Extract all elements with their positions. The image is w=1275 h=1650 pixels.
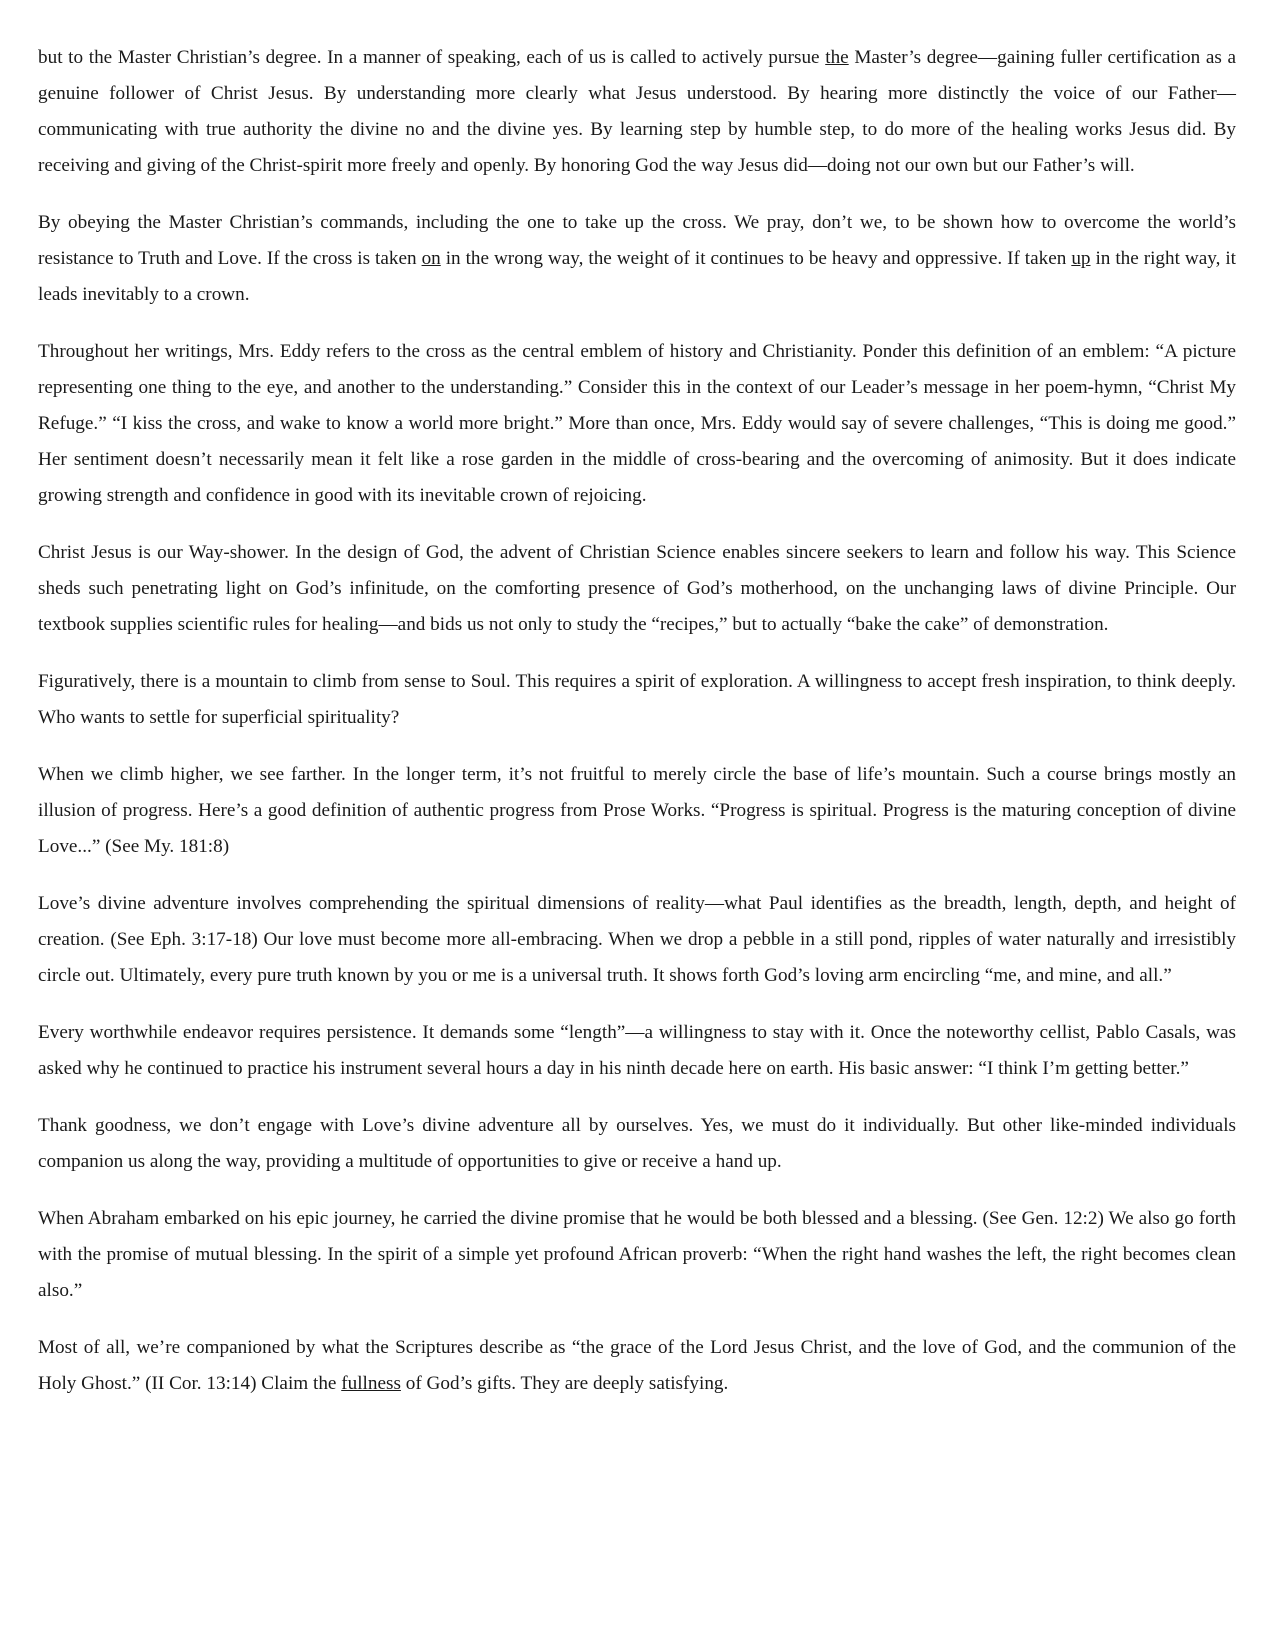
paragraph-text: Christ Jesus is our Way-shower. In the design of God, the advent of Christian Science enables sincere seekers to learn and follow his way. This Science sheds such penetrating light on God’s infinitude, on the comforting presence of God’s motherhood, on the unchanging laws of divine Principle. Our textbook supplies scientific rules for healing—and bids us not only to study the “recipes,” but to actually “bake the cake” of demonstration. (38, 542, 1236, 635)
paragraph-3 (38, 334, 1236, 514)
paragraph-text: When Abraham embarked on his epic journey, he carried the divine promise that he would be both blessed and a blessing. (See Gen. 12:2) We also go forth with the promise of mutual blessing. In the spirit of a simple yet profound African proverb: “When the right hand washes the left, the right becomes clean also.” (38, 1208, 1236, 1301)
paragraph-6 (38, 757, 1236, 865)
paragraph-5 (38, 664, 1236, 736)
paragraph-7 (38, 886, 1236, 994)
paragraph-text: Most of all, we’re companioned by what the Scriptures describe as “the grace of the Lord Jesus Christ, and the love of God, and the communion of the Holy Ghost.” (II Cor. 13:14) Claim the (38, 1337, 1236, 1394)
paragraph-text: By obeying the Master Christian’s commands, including the one to take up the cross. We pray, don’t we, to be shown how to overcome the world’s resistance to Truth and Love. If the cross is taken (38, 212, 1236, 269)
underlined-word: up (1071, 248, 1091, 269)
underlined-word: the (825, 47, 849, 68)
paragraph-text: in the wrong way, the weight of it continues to be heavy and oppressive. If taken (440, 248, 1072, 269)
paragraph-text: Thank goodness, we don’t engage with Love’s divine adventure all by ourselves. Yes, we must do it individually. But other like-minded individuals companion us along the way, providing a multitude of opportunities to give or receive a hand up. (38, 1115, 1236, 1172)
paragraph-text: in the right way, it leads inevitably to a crown. (38, 248, 1237, 305)
paragraph-11 (38, 1330, 1236, 1402)
paragraph-text: Love’s divine adventure involves comprehending the spiritual dimensions of reality—what Paul identifies as the breadth, length, depth, and height of creation. (See Eph. 3:17-18) Our love must become more all-embracing. When we drop a pebble in a still pond, ripples of water naturally and irresistibly circle out. Ultimately, every pure truth known by you or me is a universal truth. It shows forth God’s loving arm encircling “me, and mine, and all.” (38, 893, 1236, 986)
paragraph-text: Every worthwhile endeavor requires persistence. It demands some “length”—a willingness to stay with it. Once the noteworthy cellist, Pablo Casals, was asked why he continued to practice his instrument several hours a day in his ninth decade here on earth. His basic answer: “I think I’m getting better.” (38, 1022, 1236, 1079)
paragraph-text: When we climb higher, we see farther. In the longer term, it’s not fruitful to merely circle the base of life’s mountain. Such a course brings mostly an illusion of progress. Here’s a good definition of authentic progress from Prose Works. “Progress is spiritual. Progress is the maturing conception of divine Love...” (See My. 181:8) (38, 764, 1236, 857)
paragraph-text: Master’s degree—gaining fuller certification as a genuine follower of Christ Jesus. By understanding more clearly what Jesus understood. By hearing more distinctly the voice of our Father—communicating with true authority the divine no and the divine yes. By learning step by humble step, to do more of the healing works Jesus did. By receiving and giving of the Christ-spirit more freely and openly. By honoring God the way Jesus did—doing not our own but our Father’s will. (38, 47, 1236, 176)
paragraph-text: but to the Master Christian’s degree. In a manner of speaking, each of us is called to actively pursue (38, 47, 826, 68)
underlined-word: fullness (341, 1373, 401, 1394)
paragraph-text: of God’s gifts. They are deeply satisfying. (400, 1373, 729, 1394)
paragraph-10 (38, 1201, 1236, 1309)
paragraph-4 (38, 535, 1236, 643)
paragraph-text: Throughout her writings, Mrs. Eddy refers to the cross as the central emblem of history and Christianity. Ponder this definition of an emblem: “A picture representing one thing to the eye, and another to the understanding.” Consider this in the context of our Leader’s message in her poem-hymn, “Christ My Refuge.” “I kiss the cross, and wake to know a world more bright.” More than once, Mrs. Eddy would say of severe challenges, “This is doing me good.” Her sentiment doesn’t necessarily mean it felt like a rose garden in the middle of cross-bearing and the overcoming of animosity. But it does indicate growing strength and confidence in good with its inevitable crown of rejoicing. (38, 341, 1236, 506)
paragraph-1 (38, 40, 1236, 184)
underlined-word: on (421, 248, 441, 269)
paragraph-9 (38, 1108, 1236, 1180)
document-page (38, 40, 1236, 1423)
paragraph-2 (38, 205, 1236, 313)
paragraph-text: Figuratively, there is a mountain to climb from sense to Soul. This requires a spirit of exploration. A willingness to accept fresh inspiration, to think deeply. Who wants to settle for superficial spirituality? (38, 671, 1236, 728)
paragraph-8 (38, 1015, 1236, 1087)
